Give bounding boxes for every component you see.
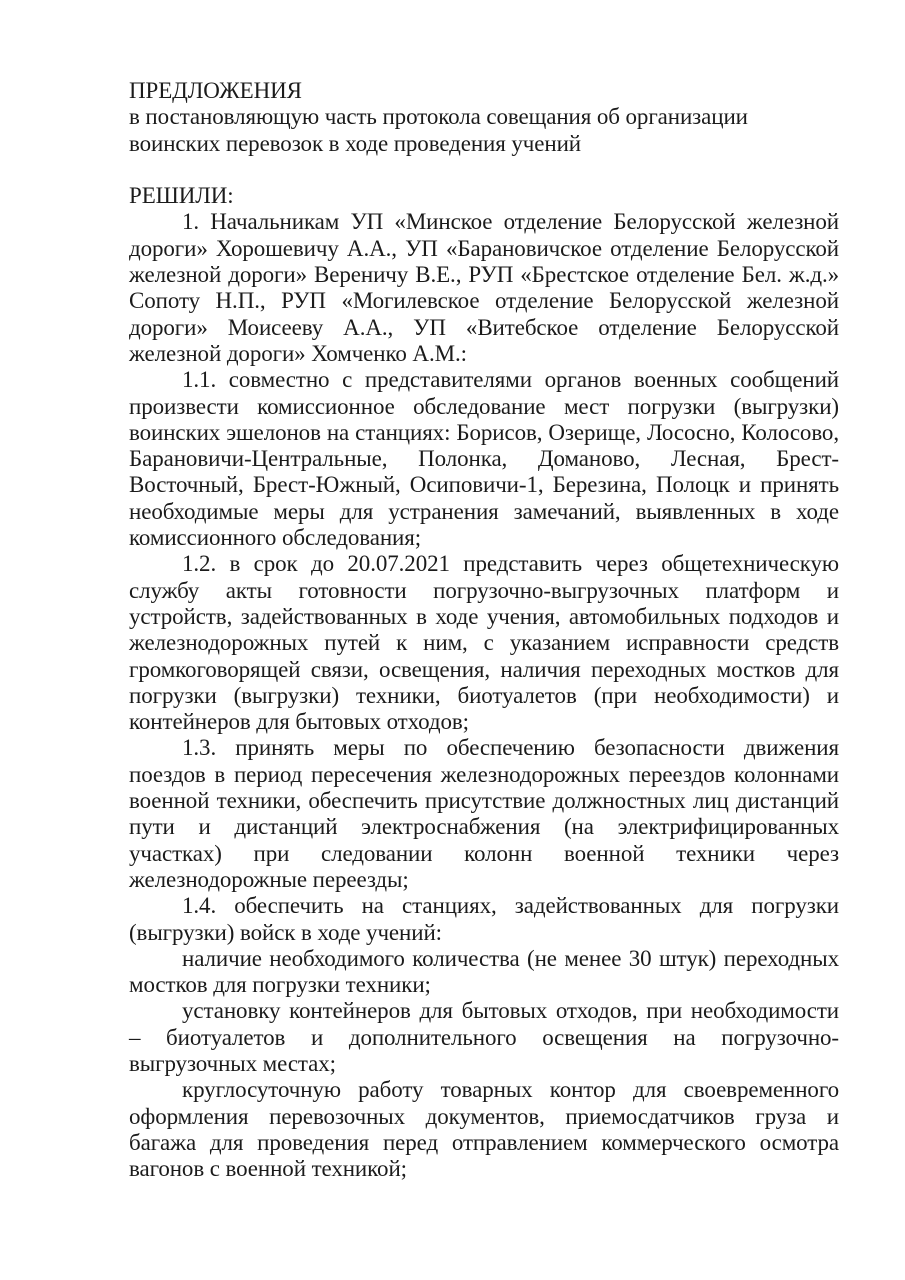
text-line: вагонов с военной техникой; — [129, 1156, 407, 1182]
text-line: 1. Начальникам УП «Минское отделение Белорусской железной — [182, 209, 839, 235]
text-line: 1.1. совместно с представителями органов военных сообщений — [182, 367, 839, 393]
text-line: дороги» Моисееву А.А., УП «Витебское отделение Белорусской — [129, 314, 839, 340]
text-line: (выгрузки) войск в ходе учений: — [129, 919, 442, 945]
text-line: Сопоту Н.П., РУП «Могилевское отделение Белорусской железной — [129, 288, 839, 314]
text-line: дороги» Хорошевичу А.А., УП «Барановичское отделение Белорусской — [129, 235, 839, 261]
paragraph — [129, 735, 839, 893]
text-line: комиссионного обследования; — [129, 525, 422, 551]
text-line: погрузки (выгрузки) техники, биотуалетов (при необходимости) и — [129, 682, 839, 708]
text-line: Восточный, Брест-Южный, Осиповичи-1, Березина, Полоцк и принять — [129, 472, 839, 498]
text-line: участках) при следовании колонн военной техники через — [129, 840, 839, 866]
paragraph — [129, 551, 839, 735]
text-line: Барановичи-Центральные, Полонка, Доманово, Лесная, Брест- — [129, 446, 839, 472]
text-line: выгрузочных местах; — [129, 1050, 336, 1076]
document-subtitle-line-2: воинских перевозок в ходе проведения учений — [129, 130, 581, 156]
document-body — [129, 209, 839, 1182]
text-line: железнодорожные переезды; — [129, 866, 409, 892]
text-line: военной техники, обеспечить присутствие должностных лиц дистанций — [129, 788, 839, 814]
text-line: громкоговорящей связи, освещения, наличия переходных мостков для — [129, 656, 839, 682]
text-line: – биотуалетов и дополнительного освещения на погрузочно- — [129, 1024, 839, 1050]
text-line: наличие необходимого количества (не менее 30 штук) переходных — [182, 945, 839, 971]
text-line: необходимые меры для устранения замечаний, выявленных в ходе — [129, 498, 839, 524]
text-line: произвести комиссионное обследование мест погрузки (выгрузки) — [129, 393, 839, 419]
text-line: багажа для проведения перед отправлением коммерческого осмотра — [129, 1129, 839, 1155]
paragraph — [129, 893, 839, 946]
text-line: круглосуточную работу товарных контор для своевременного — [182, 1077, 839, 1103]
paragraph — [129, 946, 839, 999]
document-subtitle-line-1: в постановляющую часть протокола совещания об организации — [129, 104, 748, 130]
paragraph — [129, 1077, 839, 1182]
text-line: поездов в период пересечения железнодорожных переездов колоннами — [129, 761, 839, 787]
text-line: 1.4. обеспечить на станциях, задействованных для погрузки — [182, 893, 839, 919]
paragraph — [129, 367, 839, 551]
text-line: службу акты готовности погрузочно-выгрузочных платформ и — [129, 577, 839, 603]
text-line: пути и дистанций электроснабжения (на электрифицированных — [129, 814, 839, 840]
text-line: установку контейнеров для бытовых отходов, при необходимости — [182, 998, 839, 1024]
text-line: железной дороги» Хомченко А.М.: — [129, 340, 467, 366]
paragraph — [129, 209, 839, 367]
text-line: воинских эшелонов на станциях: Борисов, Озерище, Лососно, Колосово, — [129, 419, 839, 445]
text-line: железнодорожных путей к ним, с указанием исправности средств — [129, 630, 839, 656]
text-line: мостков для погрузки техники; — [129, 972, 431, 998]
text-line: контейнеров для бытовых отходов; — [129, 709, 469, 735]
text-line: оформления перевозочных документов, приемосдатчиков груза и — [129, 1103, 839, 1129]
text-line: железной дороги» Вереничу В.Е., РУП «Брестское отделение Бел. ж.д.» — [129, 262, 839, 288]
text-line: 1.3. принять меры по обеспечению безопасности движения — [182, 735, 839, 761]
resolution-heading: РЕШИЛИ: — [129, 183, 234, 209]
paragraph — [129, 998, 839, 1077]
document-title: ПРЕДЛОЖЕНИЯ — [129, 78, 302, 103]
text-line: 1.2. в срок до 20.07.2021 представить через общетехническую — [182, 551, 839, 577]
text-line: устройств, задействованных в ходе учения, автомобильных подходов и — [129, 603, 839, 629]
